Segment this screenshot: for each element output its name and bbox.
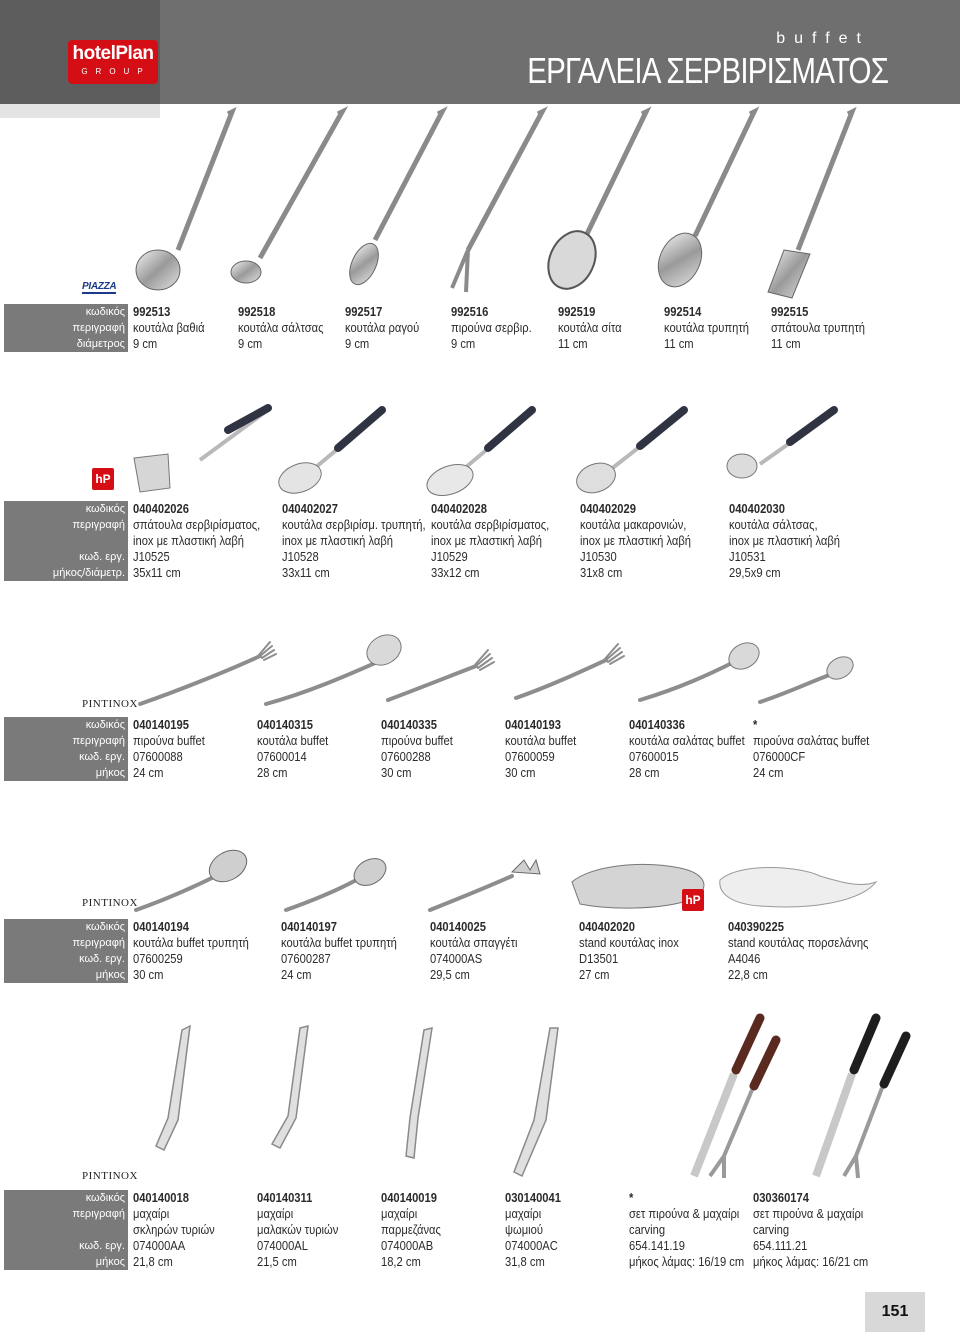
s1-item-6 — [664, 304, 749, 352]
hotelplan-logo — [68, 40, 158, 84]
item-description: σπάτουλα τρυπητή — [771, 320, 865, 335]
s2-item-1 — [133, 501, 260, 581]
item-size: μήκος λάμας: 16/21 cm — [753, 1254, 869, 1269]
item-code: 040140315 — [257, 717, 313, 732]
item-description: κουτάλα βαθιά — [133, 320, 205, 335]
s5-item-5 — [629, 1190, 744, 1270]
s1-item-4 — [451, 304, 532, 352]
item-description: σπάτουλα σερβιρίσματος, — [133, 517, 261, 532]
item-code: 040140019 — [381, 1190, 437, 1205]
label-description: περιγραφή — [4, 1206, 128, 1238]
item-description-2: ψωμιού — [505, 1222, 543, 1237]
item-description: κουτάλα σαλάτας buffet — [629, 733, 745, 748]
item-size: 24 cm — [281, 967, 312, 982]
item-code: 040140197 — [281, 919, 337, 934]
s3-item-6 — [753, 717, 869, 781]
s4-item-1 — [133, 919, 249, 983]
item-size: 30 cm — [505, 765, 536, 780]
s1-item-3 — [345, 304, 419, 352]
item-size: μήκος λάμας: 16/19 cm — [629, 1254, 745, 1269]
page-title: ΕΡΓΑΛΕΙΑ ΣΕΡΒΙΡΙΣΜΑΤΟΣ — [527, 50, 888, 91]
page-kicker: buffet — [776, 30, 870, 47]
item-code: 040140193 — [505, 717, 561, 732]
s5-item-3 — [381, 1190, 441, 1270]
label-description: περιγραφή — [4, 517, 128, 549]
item-description: κουτάλα σάλτσας — [238, 320, 324, 335]
label-manufacturer-code: κωδ. εργ. — [4, 749, 128, 765]
item-description: κουτάλα σερβιρίσματος, — [431, 517, 550, 532]
item-size: 30 cm — [133, 967, 164, 982]
item-description: κουτάλα σπαγγέτι — [430, 935, 518, 950]
item-description-2: παρμεζάνας — [381, 1222, 441, 1237]
s5-item-2 — [257, 1190, 338, 1270]
s3-item-3 — [381, 717, 453, 781]
item-description-2: σκληρών τυριών — [133, 1222, 215, 1237]
item-description: πιρούνα σαλάτας buffet — [753, 733, 870, 748]
hp-brand-logo-2: hP — [682, 889, 704, 911]
item-code: 992513 — [133, 304, 171, 319]
item-size: 31x8 cm — [580, 565, 623, 580]
s4-item-3 — [430, 919, 517, 983]
item-description: κουτάλα σίτα — [558, 320, 622, 335]
item-code: 040140018 — [133, 1190, 189, 1205]
item-ref: D13501 — [579, 951, 619, 966]
item-ref: 074000AA — [133, 1238, 186, 1253]
s1-item-1 — [133, 304, 205, 352]
item-code: 030360174 — [753, 1190, 809, 1205]
item-description: κουτάλα buffet — [257, 733, 329, 748]
item-size: 11 cm — [558, 336, 588, 351]
item-size: 29,5 cm — [430, 967, 470, 982]
item-ref: 07600287 — [281, 951, 331, 966]
s3-item-1 — [133, 717, 205, 781]
item-description-2: inox με πλαστική λαβή — [282, 533, 393, 548]
item-description: κουτάλα buffet — [505, 733, 577, 748]
item-size: 33x12 cm — [431, 565, 480, 580]
item-size: 18,2 cm — [381, 1254, 421, 1269]
item-code: 992519 — [558, 304, 596, 319]
section3-utensils-image — [120, 630, 880, 710]
item-description: κουτάλα σάλτσας, — [729, 517, 818, 532]
s2-item-4 — [580, 501, 691, 581]
item-description: κουτάλα buffet τρυπητή — [133, 935, 249, 950]
item-size: 21,8 cm — [133, 1254, 173, 1269]
item-ref: J10525 — [133, 549, 170, 564]
pintinox-brand-logo-2: PINTINOX — [82, 897, 138, 909]
label-description: περιγραφή — [4, 935, 128, 951]
item-description: stand κουτάλας inox — [579, 935, 679, 950]
item-code: 040140194 — [133, 919, 189, 934]
item-description-2: carving — [629, 1222, 666, 1237]
item-ref: J10531 — [729, 549, 766, 564]
s3-item-2 — [257, 717, 328, 781]
page-number: 151 — [865, 1292, 925, 1332]
item-description-2: inox με πλαστική λαβή — [580, 533, 691, 548]
item-size: 29,5x9 cm — [729, 565, 781, 580]
item-size: 30 cm — [381, 765, 412, 780]
item-ref: 074000AC — [505, 1238, 558, 1253]
item-description-2: carving — [753, 1222, 790, 1237]
item-description: κουτάλα buffet τρυπητή — [281, 935, 397, 950]
item-code: 992516 — [451, 304, 489, 319]
item-description: κουτάλα ραγού — [345, 320, 420, 335]
item-description: μαχαίρι — [505, 1206, 542, 1221]
label-manufacturer-code: κωδ. εργ. — [4, 951, 128, 967]
s2-item-3 — [431, 501, 549, 581]
item-code: 040402027 — [282, 501, 338, 516]
item-size: 24 cm — [133, 765, 164, 780]
s2-item-5 — [729, 501, 840, 581]
section3-labels — [4, 717, 128, 781]
label-length: μήκος — [4, 765, 128, 781]
label-code: κωδικός — [4, 1190, 128, 1206]
s1-item-7 — [771, 304, 865, 352]
item-code: * — [753, 717, 758, 732]
s4-item-4 — [579, 919, 679, 983]
label-length: μήκος — [4, 1254, 128, 1270]
item-ref: 076000CF — [753, 749, 806, 764]
s4-item-2 — [281, 919, 397, 983]
label-manufacturer-code: κωδ. εργ. — [4, 549, 128, 565]
section4-labels — [4, 919, 128, 983]
label-diameter: διάμετρος — [4, 336, 128, 352]
item-ref: 07600288 — [381, 749, 431, 764]
item-description: σετ πιρούνα & μαχαίρι — [629, 1206, 740, 1221]
label-code: κωδικός — [4, 717, 128, 733]
item-description: κουτάλα σερβιρίσμ. τρυπητή, — [282, 517, 426, 532]
section1-labels — [4, 304, 128, 352]
item-code: 992514 — [664, 304, 702, 319]
item-size: 9 cm — [345, 336, 370, 351]
pintinox-brand-logo: PINTINOX — [82, 698, 138, 710]
item-description-2: inox με πλαστική λαβή — [133, 533, 244, 548]
item-size: 9 cm — [133, 336, 158, 351]
item-description: κουτάλα μακαρονιών, — [580, 517, 687, 532]
item-size: 22,8 cm — [728, 967, 768, 982]
s2-item-2 — [282, 501, 426, 581]
item-ref: A4046 — [728, 951, 761, 966]
item-description: μαχαίρι — [381, 1206, 418, 1221]
item-ref: 07600059 — [505, 749, 555, 764]
label-code: κωδικός — [4, 304, 128, 320]
s1-item-2 — [238, 304, 323, 352]
item-code: 992518 — [238, 304, 276, 319]
item-code: 992517 — [345, 304, 383, 319]
item-ref: 654.111.21 — [753, 1238, 808, 1253]
s4-item-5 — [728, 919, 868, 983]
logo-sub-text: GROUP — [81, 67, 151, 76]
item-description: κουτάλα τρυπητή — [664, 320, 749, 335]
item-size: 31,8 cm — [505, 1254, 545, 1269]
hp-brand-logo: hP — [92, 468, 114, 490]
item-description: πιρούνα buffet — [133, 733, 205, 748]
item-size: 33x11 cm — [282, 565, 330, 580]
item-ref: 07600014 — [257, 749, 307, 764]
s5-item-6 — [753, 1190, 868, 1270]
item-ref: 074000AB — [381, 1238, 434, 1253]
item-description: stand κουτάλας πορσελάνης — [728, 935, 869, 950]
item-ref: 654.141.19 — [629, 1238, 685, 1253]
item-size: 28 cm — [629, 765, 660, 780]
label-description: περιγραφή — [4, 733, 128, 749]
section2-labels — [4, 501, 128, 581]
label-length: μήκος — [4, 967, 128, 983]
item-code: 040140336 — [629, 717, 685, 732]
piazza-brand-logo: PIAZZA — [82, 281, 117, 292]
item-code: 040402026 — [133, 501, 189, 516]
item-ref: 074000AS — [430, 951, 483, 966]
item-code: 040402030 — [729, 501, 785, 516]
item-ref: 07600015 — [629, 749, 679, 764]
item-code: 040140311 — [257, 1190, 313, 1205]
item-description: σετ πιρούνα & μαχαίρι — [753, 1206, 864, 1221]
item-ref: J10530 — [580, 549, 617, 564]
item-description-2: inox με πλαστική λαβή — [431, 533, 542, 548]
item-code: 040140025 — [430, 919, 486, 934]
label-manufacturer-code: κωδ. εργ. — [4, 1238, 128, 1254]
item-description-2: μαλακών τυριών — [257, 1222, 339, 1237]
section2-utensils-image — [120, 400, 880, 500]
item-code: 040402020 — [579, 919, 635, 934]
item-code: 040140335 — [381, 717, 437, 732]
label-description: περιγραφή — [4, 320, 128, 336]
s3-item-4 — [505, 717, 576, 781]
item-size: 28 cm — [257, 765, 288, 780]
item-description-2: inox με πλαστική λαβή — [729, 533, 840, 548]
section5-labels — [4, 1190, 128, 1270]
item-ref: 074000AL — [257, 1238, 308, 1253]
item-code: 030140041 — [505, 1190, 561, 1205]
item-size: 35x11 cm — [133, 565, 181, 580]
label-length-diameter: μήκος/διάμετρ. — [4, 565, 128, 581]
section1-utensils-image — [120, 100, 860, 300]
section5-utensils-image — [120, 1000, 920, 1186]
s5-item-1 — [133, 1190, 215, 1270]
item-size: 21,5 cm — [257, 1254, 297, 1269]
logo-main-text: hotelPlan — [72, 43, 154, 64]
item-size: 9 cm — [451, 336, 476, 351]
item-size: 9 cm — [238, 336, 263, 351]
item-ref: 07600088 — [133, 749, 183, 764]
label-code: κωδικός — [4, 501, 128, 517]
section4-utensils-image — [120, 848, 880, 914]
item-description: μαχαίρι — [257, 1206, 294, 1221]
item-description: πιρούνα σερβιρ. — [451, 320, 532, 335]
s3-item-5 — [629, 717, 745, 781]
item-ref: 07600259 — [133, 951, 183, 966]
item-code: 040402029 — [580, 501, 636, 516]
item-description: μαχαίρι — [133, 1206, 170, 1221]
item-description: πιρούνα buffet — [381, 733, 453, 748]
item-size: 27 cm — [579, 967, 610, 982]
s1-item-5 — [558, 304, 622, 352]
s5-item-4 — [505, 1190, 561, 1270]
label-code: κωδικός — [4, 919, 128, 935]
item-code: 040390225 — [728, 919, 784, 934]
item-ref: J10529 — [431, 549, 468, 564]
item-size: 11 cm — [664, 336, 694, 351]
item-ref: J10528 — [282, 549, 319, 564]
item-size: 11 cm — [771, 336, 801, 351]
item-code: 040402028 — [431, 501, 487, 516]
item-code: 992515 — [771, 304, 809, 319]
item-code: * — [629, 1190, 634, 1205]
pintinox-brand-logo-3: PINTINOX — [82, 1170, 138, 1182]
item-size: 24 cm — [753, 765, 784, 780]
item-code: 040140195 — [133, 717, 189, 732]
